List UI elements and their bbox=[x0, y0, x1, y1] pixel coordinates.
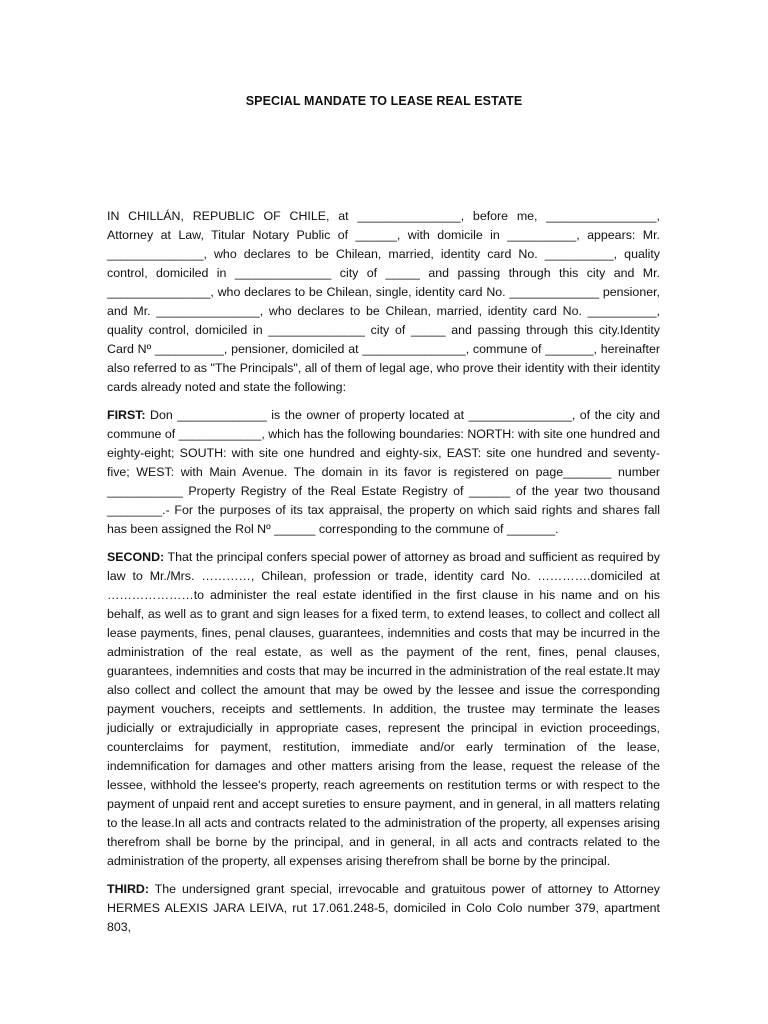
clause-third-label: THIRD: bbox=[107, 882, 149, 896]
document-body bbox=[107, 207, 660, 946]
clause-second-label: SECOND: bbox=[107, 550, 165, 564]
clause-first bbox=[107, 406, 660, 539]
clause-third-text: The undersigned grant special, irrevocable and gratuitous power of attorney to Attorney HERMES ALEXIS JARA LEIVA, rut 17.061.248-5, domiciled in Colo Colo number 379, apartment 803, bbox=[107, 882, 660, 934]
clause-third bbox=[107, 880, 660, 937]
intro-paragraph: IN CHILLÁN, REPUBLIC OF CHILE, at _______________, before me, ________________, Attorney at Law, Titular Notary Public of ______, with domicile in __________, appears: Mr. ______________, who declares to be Chilean, married, identity card No. __________, quality control, domiciled in ______________ city of _____ and passing through this city and Mr. _______________, who declares to be Chilean, single, identity card No. _____________ pensioner, and Mr. _______________, who declares to be Chilean, married, identity card No. __________, quality control, domiciled in ______________ city of _____ and passing through this city.Identity Card Nº __________, pensioner, domiciled at _______________, commune of _______, hereinafter also referred to as "The Principals", all of them of legal age, who prove their identity with their identity cards already noted and state the following: bbox=[107, 209, 660, 394]
clause-second-text: That the principal confers special power of attorney as broad and sufficient as required by law to Mr./Mrs. …………, Chilean, profession or trade, identity card No. ………….domiciled at …………………to administer the real estate identified in the first clause in his name and on his behalf, as well as to grant and sign leases for a fixed term, to extend leases, to collect and collect all lease payments, fines, penal clauses, guarantees, indemnities and costs that may be incurred in the administration of the real estate, as well as the payment of the rent, fines, penal clauses, guarantees, indemnities and costs that may be incurred in the administration of the real estate.It may also collect and collect the amount that may be owed by the lessee and issue the corresponding payment vouchers, receipts and settlements. In addition, the trustee may terminate the leases judicially or extrajudicially in appropriate cases, represent the principal in eviction proceedings, counterclaims for payment, restitution, immediate and/or early termination of the lease, indemnification for damages and other matters arising from the lease, request the release of the lessee, withhold the lessee's property, reach agreements on restitution terms or with respect to the payment of unpaid rent and accept sureties to ensure payment, and in general, in all matters relating to the lease.In all acts and contracts related to the administration of the property, all expenses arising therefrom shall be borne by the principal, and in general, in all acts and contracts related to the administration of the property, all expenses arising therefrom shall be borne by the principal. bbox=[107, 550, 660, 868]
clause-first-text: Don _____________ is the owner of property located at _______________, of the city and commune of ____________, which has the following boundaries: NORTH: with site one hundred and eighty-eight; SOUTH: with site one hundred and eighty-six, EAST: site one hundred and seventy-five; WEST: with Main Avenue. The domain in its favor is registered on page_______ number ___________ Property Registry of the Real Estate Registry of ______ of the year two thousand ________.- For the purposes of its tax appraisal, the property on which said rights and shares fall has been assigned the Rol Nº ______ corresponding to the commune of _______. bbox=[107, 408, 660, 536]
clause-second bbox=[107, 548, 660, 871]
clause-first-label: FIRST: bbox=[107, 408, 146, 422]
document-title: SPECIAL MANDATE TO LEASE REAL ESTATE bbox=[245, 94, 523, 108]
